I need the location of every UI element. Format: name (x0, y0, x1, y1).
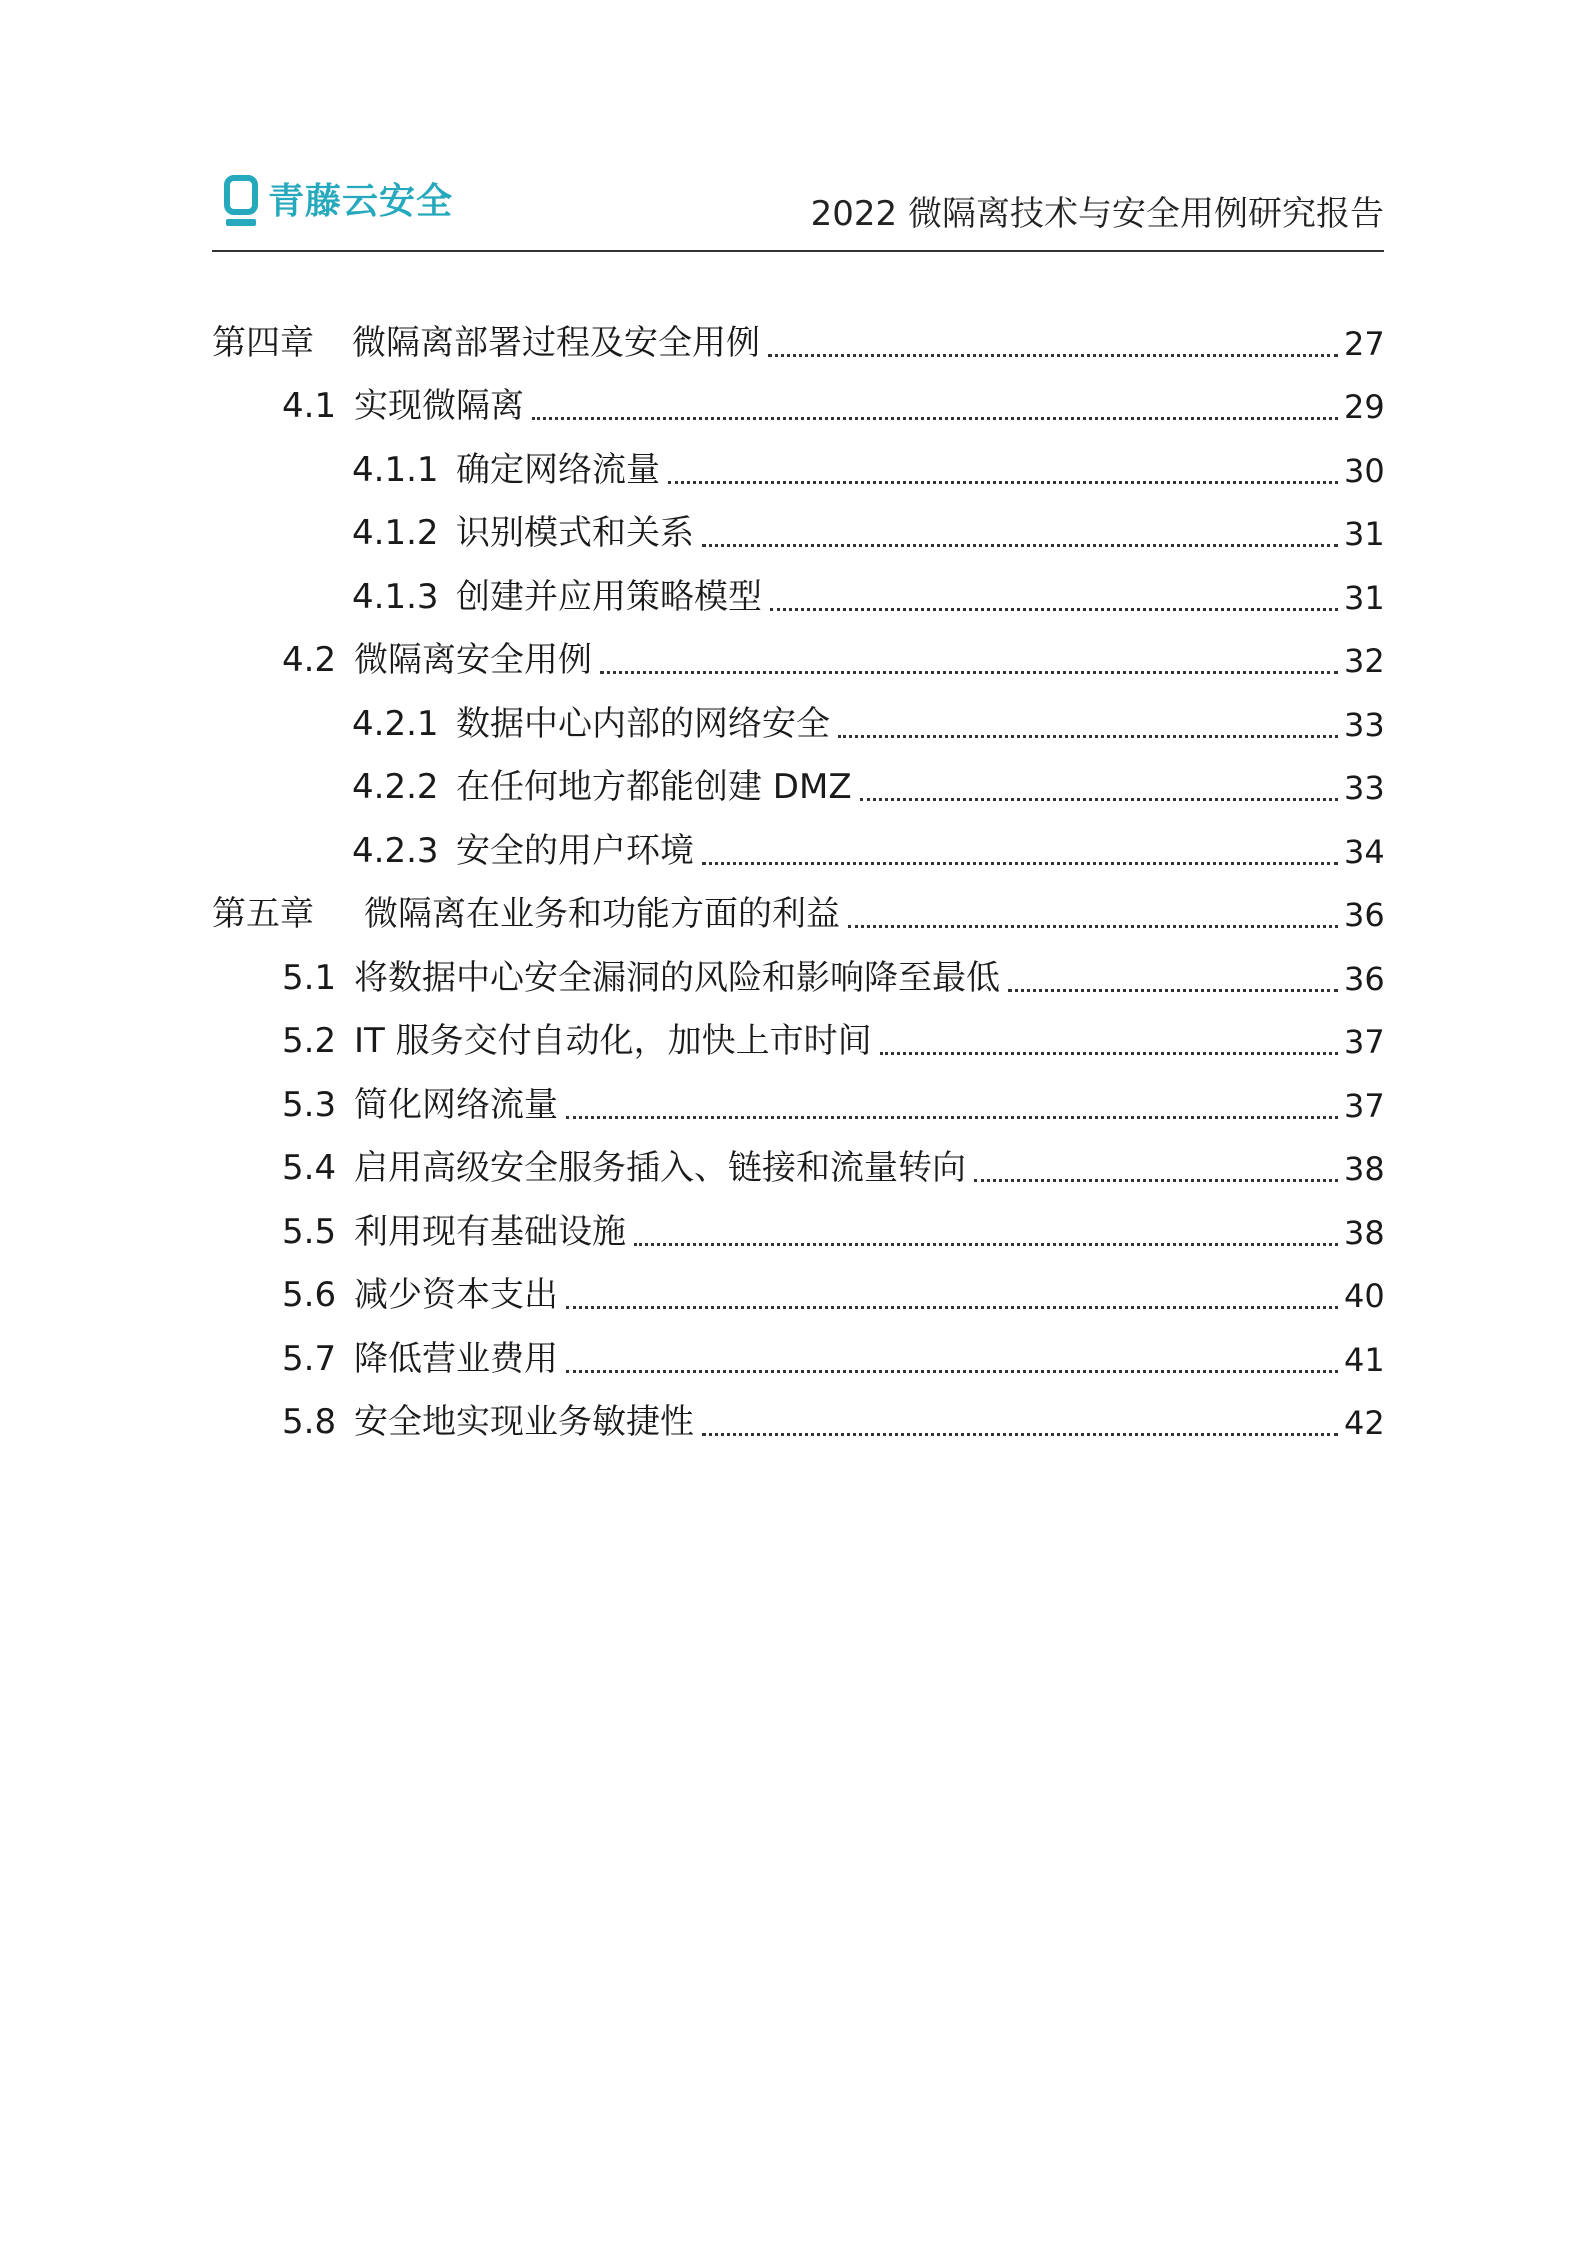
toc-number: 4.2.3 (352, 830, 439, 871)
table-of-contents (212, 296, 1385, 1442)
dot-leader (702, 1405, 1338, 1439)
dot-leader (1008, 961, 1338, 995)
toc-entry-4-1-2[interactable] (212, 487, 1384, 551)
toc-title: 识别模式和关系 (456, 513, 694, 553)
toc-page-number: 30 (1344, 451, 1385, 490)
toc-entry-5-4[interactable] (212, 1122, 1384, 1186)
toc-title: 安全的用户环境 (456, 830, 694, 871)
toc-number: 5.1 (282, 957, 337, 998)
toc-number: 第四章 (212, 322, 314, 363)
dot-leader (702, 834, 1338, 868)
toc-title: 微隔离部署过程及安全用例 (352, 322, 760, 363)
toc-title: 在任何地方都能创建 DMZ (456, 767, 852, 807)
toc-entry-5-1[interactable] (212, 931, 1385, 998)
dot-leader (860, 770, 1338, 804)
toc-number: 4.2.2 (352, 767, 439, 807)
toc-page-number: 31 (1344, 515, 1385, 553)
toc-page-number: 32 (1344, 642, 1385, 680)
toc-page-number: 33 (1344, 705, 1385, 744)
dot-leader (880, 1024, 1338, 1058)
toc-number: 5.5 (282, 1211, 337, 1252)
toc-entry-4-1-3[interactable] (212, 550, 1385, 617)
toc-entry-4-2-2[interactable] (212, 741, 1384, 805)
toc-entry-4-2-3[interactable] (212, 804, 1385, 871)
toc-number: 5.2 (282, 1021, 337, 1061)
toc-title: 数据中心内部的网络安全 (456, 703, 830, 744)
toc-entry-5-6[interactable] (212, 1249, 1384, 1313)
toc-page-number: 38 (1344, 1150, 1385, 1188)
toc-number: 4.1.2 (352, 513, 439, 553)
toc-number: 5.8 (282, 1402, 337, 1442)
toc-title: 利用现有基础设施 (354, 1211, 626, 1252)
toc-number: 4.1 (282, 386, 337, 426)
toc-entry-4-2-1[interactable] (212, 677, 1385, 744)
toc-title: 简化网络流量 (354, 1084, 558, 1125)
toc-page-number: 38 (1344, 1213, 1385, 1252)
toc-page-number: 40 (1344, 1277, 1385, 1315)
page-header (212, 160, 1384, 252)
toc-title: IT 服务交付自动化，加快上市时间 (354, 1021, 872, 1061)
toc-title: 减少资本支出 (354, 1275, 558, 1315)
toc-entry-5-7[interactable] (212, 1312, 1385, 1379)
toc-number: 5.7 (282, 1338, 337, 1379)
logo-text: 青藤云安全 (268, 181, 454, 222)
dot-leader (838, 707, 1338, 741)
toc-number: 5.6 (282, 1275, 337, 1315)
toc-entry-chapter-5[interactable] (212, 868, 1384, 932)
toc-number: 5.4 (282, 1148, 337, 1188)
toc-entry-5-3[interactable] (212, 1058, 1385, 1125)
toc-title: 启用高级安全服务插入、链接和流量转向 (354, 1148, 966, 1188)
toc-title: 微隔离在业务和功能方面的利益 (364, 894, 840, 934)
toc-page-number: 37 (1344, 1023, 1385, 1061)
toc-title: 微隔离安全用例 (354, 640, 592, 680)
logo-mark-icon (224, 175, 258, 229)
dot-leader (770, 580, 1338, 614)
toc-entry-5-8[interactable] (212, 1376, 1384, 1440)
dot-leader (668, 453, 1338, 487)
toc-title: 创建并应用策略模型 (456, 576, 762, 617)
dot-leader (566, 1342, 1338, 1376)
toc-page-number: 31 (1344, 578, 1385, 617)
document-title: 2022 微隔离技术与安全用例研究报告 (810, 194, 1384, 234)
toc-number: 4.1.1 (352, 449, 439, 490)
dot-leader (566, 1088, 1338, 1122)
toc-page-number: 36 (1344, 959, 1385, 998)
dot-leader (848, 897, 1338, 931)
dot-leader (768, 326, 1338, 360)
toc-entry-4-1-1[interactable] (212, 423, 1385, 490)
dot-leader (600, 643, 1338, 677)
toc-page-number: 36 (1344, 896, 1385, 934)
toc-entry-5-5[interactable] (212, 1185, 1385, 1252)
toc-entry-4-1[interactable] (212, 360, 1384, 424)
toc-page-number: 34 (1344, 832, 1385, 871)
header-divider (212, 250, 1384, 252)
toc-page-number: 33 (1344, 769, 1385, 807)
dot-leader (974, 1151, 1338, 1185)
toc-title: 实现微隔离 (354, 386, 524, 426)
toc-page-number: 29 (1344, 388, 1385, 426)
toc-number: 第五章 (212, 894, 314, 934)
brand-logo (224, 174, 453, 230)
toc-number: 4.2 (282, 640, 337, 680)
dot-leader (634, 1215, 1338, 1249)
toc-page-number: 42 (1344, 1404, 1385, 1442)
toc-page-number: 27 (1344, 324, 1385, 363)
toc-title: 将数据中心安全漏洞的风险和影响降至最低 (354, 957, 1000, 998)
toc-entry-4-2[interactable] (212, 614, 1384, 678)
toc-number: 4.2.1 (352, 703, 439, 744)
dot-leader (702, 516, 1338, 550)
toc-number: 5.3 (282, 1084, 337, 1125)
toc-title: 安全地实现业务敏捷性 (354, 1402, 694, 1442)
dot-leader (532, 389, 1338, 423)
toc-entry-5-2[interactable] (212, 995, 1384, 1059)
toc-page-number: 41 (1344, 1340, 1385, 1379)
toc-title: 确定网络流量 (456, 449, 660, 490)
dot-leader (566, 1278, 1338, 1312)
toc-number: 4.1.3 (352, 576, 439, 617)
toc-title: 降低营业费用 (354, 1338, 558, 1379)
toc-page-number: 37 (1344, 1086, 1385, 1125)
toc-entry-chapter-4[interactable] (212, 296, 1385, 363)
